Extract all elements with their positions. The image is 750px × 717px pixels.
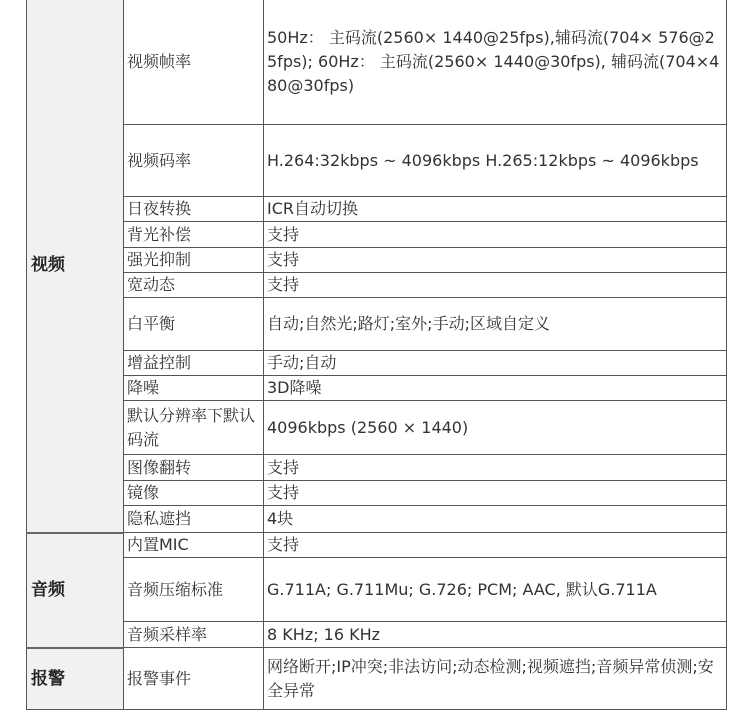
param-value: G.711A; G.711Mu; G.726; PCM; AAC, 默认G.711A: [264, 558, 727, 622]
table-row: [27, 506, 727, 533]
param-value: 支持: [264, 222, 727, 248]
param-name: 视频帧率: [124, 0, 264, 125]
param-name: 报警事件: [124, 648, 264, 710]
param-name: 镜像: [124, 481, 264, 506]
param-name: 音频压缩标准: [124, 558, 264, 622]
table-row: [27, 648, 727, 710]
table-row: [27, 481, 727, 506]
param-value: 3D降噪: [264, 376, 727, 401]
table-row: [27, 273, 727, 298]
param-value: 8 KHz; 16 KHz: [264, 622, 727, 648]
category-cell-audio: 音频: [27, 533, 124, 648]
param-value: 支持: [264, 481, 727, 506]
table-row: [27, 125, 727, 197]
param-name: 白平衡: [124, 298, 264, 351]
param-name: 音频采样率: [124, 622, 264, 648]
param-value: 支持: [264, 533, 727, 558]
param-name: 视频码率: [124, 125, 264, 197]
spec-table: [26, 0, 727, 710]
param-value: 支持: [264, 248, 727, 273]
category-cell-alarm: 报警: [27, 648, 124, 710]
param-value: 4096kbps (2560 × 1440): [264, 401, 727, 455]
table-row: [27, 248, 727, 273]
param-value: 支持: [264, 455, 727, 481]
table-row: [27, 298, 727, 351]
param-name: 强光抑制: [124, 248, 264, 273]
table-row: [27, 197, 727, 222]
param-value: 自动;自然光;路灯;室外;手动;区域自定义: [264, 298, 727, 351]
table-row: [27, 0, 727, 125]
param-name: 图像翻转: [124, 455, 264, 481]
table-row: [27, 376, 727, 401]
param-value: 50Hz： 主码流(2560× 1440@25fps),辅码流(704× 576@25fps); 60Hz： 主码流(2560× 1440@30fps), 辅码流(704×480@30fps): [264, 0, 727, 125]
param-value: 4块: [264, 506, 727, 533]
param-name: 增益控制: [124, 351, 264, 376]
param-name: 隐私遮挡: [124, 506, 264, 533]
table-row: [27, 455, 727, 481]
table-row: [27, 622, 727, 648]
table-row: [27, 222, 727, 248]
param-name: 日夜转换: [124, 197, 264, 222]
param-name: 宽动态: [124, 273, 264, 298]
table-row: [27, 558, 727, 622]
param-name: 背光补偿: [124, 222, 264, 248]
table-row: [27, 401, 727, 455]
table-row: [27, 351, 727, 376]
param-value: 网络断开;IP冲突;非法访问;动态检测;视频遮挡;音频异常侦测;安全异常: [264, 648, 727, 710]
param-value: H.264:32kbps ~ 4096kbps H.265:12kbps ~ 4096kbps: [264, 125, 727, 197]
param-name: 降噪: [124, 376, 264, 401]
param-name: 默认分辨率下默认码流: [124, 401, 264, 455]
table-row: [27, 533, 727, 558]
param-value: 手动;自动: [264, 351, 727, 376]
param-value: 支持: [264, 273, 727, 298]
param-name: 内置MIC: [124, 533, 264, 558]
category-cell-video: 视频: [27, 0, 124, 533]
param-value: ICR自动切换: [264, 197, 727, 222]
